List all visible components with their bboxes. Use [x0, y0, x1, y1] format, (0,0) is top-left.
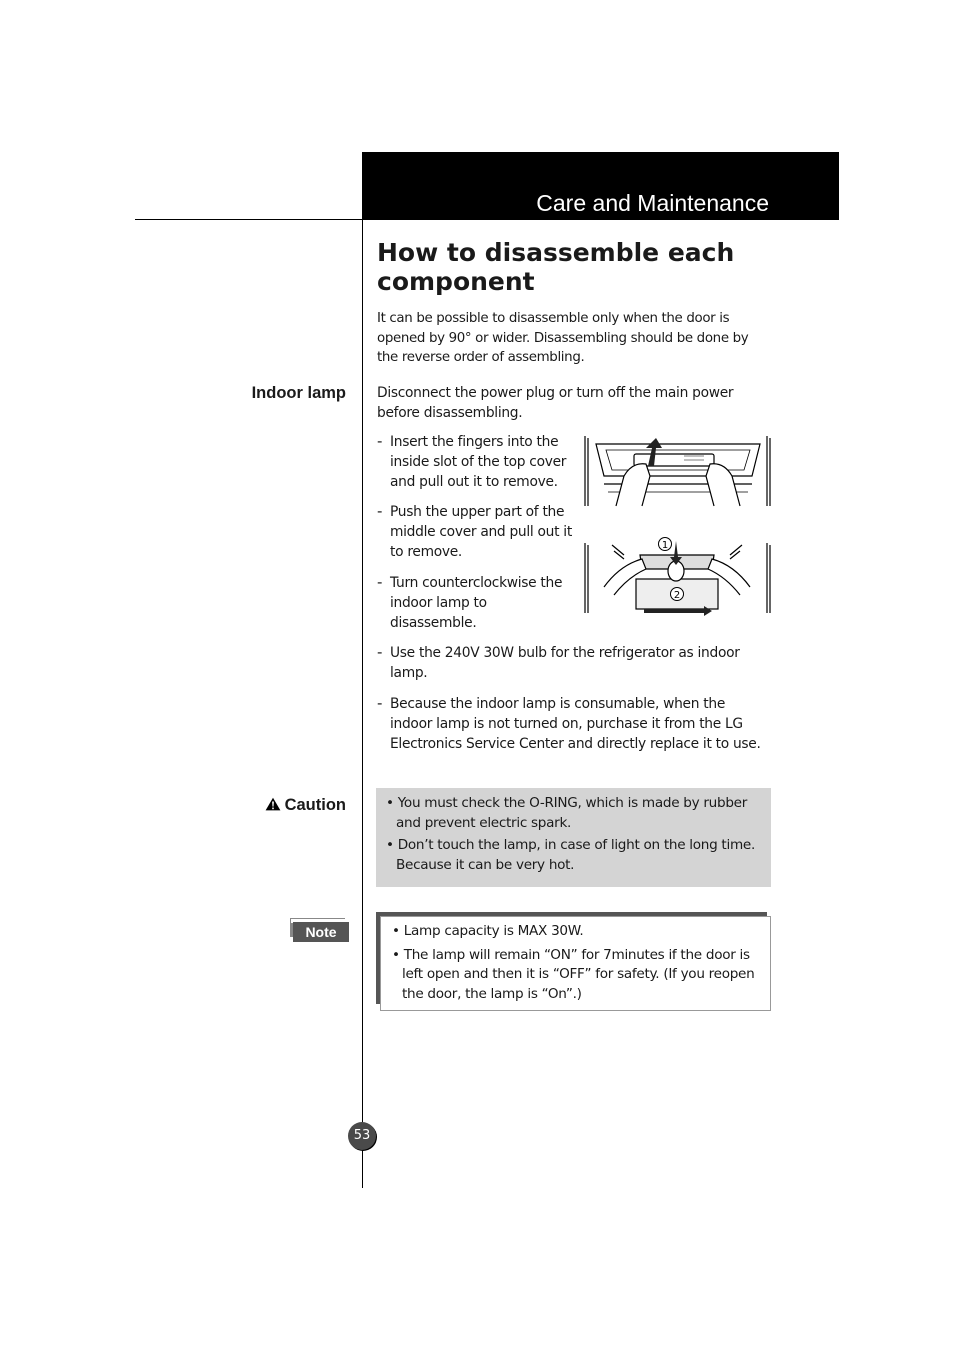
step-item: - Turn counterclockwise the indoor lamp to disassemble.	[377, 573, 563, 631]
caution-box	[376, 788, 771, 887]
note-badge: Note	[293, 922, 349, 942]
note-box	[380, 916, 771, 1011]
middle-cover-illustration	[584, 535, 772, 617]
step-item: - Push the upper part of the middle cover and pull out it to remove.	[377, 502, 572, 560]
indoor-lamp-label: Indoor lamp	[251, 384, 346, 402]
section-header-bar	[362, 152, 839, 220]
step-item: - Use the 240V 30W bulb for the refrigerator as indoor lamp.	[377, 643, 740, 681]
indoor-lamp-intro: Disconnect the power plug or turn off the main power before disassembling.	[377, 385, 734, 421]
caution-label: Caution	[265, 796, 346, 815]
page-title: How to disassemble each component	[377, 238, 735, 296]
note-item: • Lamp capacity is MAX 30W.	[392, 923, 584, 939]
caution-item: • Don’t touch the lamp, in case of light on the long time. Because it can be very hot.	[386, 837, 755, 873]
warning-triangle-icon	[265, 797, 281, 811]
header-rule	[135, 219, 362, 220]
note-item: • The lamp will remain “ON” for 7minutes if the door is left open and then it is “OFF” for safety. (If you reopen the door, the lamp is “On”.)	[392, 946, 755, 1002]
intro-paragraph: It can be possible to disassemble only when the door is opened by 90° or wider. Disassembling should be done by the reverse order of assembling.	[377, 311, 749, 365]
callout-1: 1	[661, 540, 669, 551]
step-item: - Because the indoor lamp is consumable, when the indoor lamp is not turned on, purchase it from the LG Electronics Service Center and directly replace it to use.	[377, 694, 761, 752]
callout-2: 2	[673, 590, 681, 601]
page-number: 53	[348, 1122, 376, 1150]
caution-item: • You must check the O-RING, which is made by rubber and prevent electric spark.	[386, 795, 748, 831]
vertical-divider	[362, 152, 363, 1188]
step-item: - Insert the fingers into the inside slot of the top cover and pull out it to remove.	[377, 432, 567, 490]
section-title: Care and Maintenance	[536, 190, 769, 216]
top-cover-illustration	[584, 436, 772, 508]
